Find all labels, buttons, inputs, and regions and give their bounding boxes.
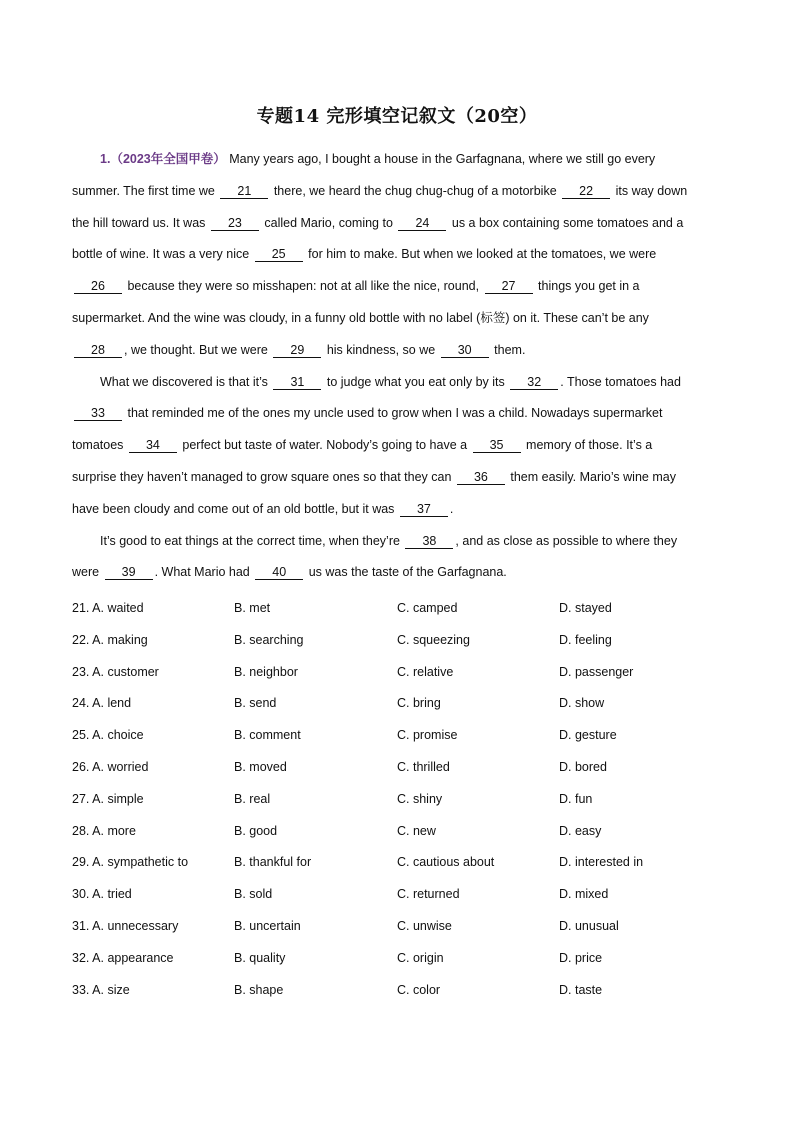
option-b[interactable]: B. neighbor xyxy=(234,664,298,679)
option-c[interactable]: C. relative xyxy=(397,664,454,679)
blank-33[interactable]: 33 xyxy=(74,406,122,421)
blank-24[interactable]: 24 xyxy=(398,216,446,231)
passage-text: to judge what you eat only by its xyxy=(326,374,505,389)
option-d[interactable]: D. taste xyxy=(559,982,603,997)
option-a[interactable]: 22. A. making xyxy=(72,632,148,647)
option-c[interactable]: C. thrilled xyxy=(397,759,450,774)
option-b[interactable]: B. sold xyxy=(234,887,273,902)
option-a[interactable]: 25. A. choice xyxy=(72,728,144,743)
passage-line xyxy=(72,145,722,177)
option-a[interactable]: 29. A. sympathetic to xyxy=(72,855,189,870)
blank-23[interactable]: 23 xyxy=(211,216,259,231)
option-c[interactable]: C. origin xyxy=(397,950,444,965)
option-a[interactable]: 23. A. customer xyxy=(72,664,159,679)
passage-text: What we discovered is that it’s xyxy=(100,374,268,389)
option-row xyxy=(72,691,722,723)
blank-40[interactable]: 40 xyxy=(255,565,303,580)
option-a[interactable]: 31. A. unnecessary xyxy=(72,918,179,933)
passage-line xyxy=(72,368,722,400)
option-b[interactable]: B. good xyxy=(234,823,278,838)
option-b[interactable]: B. moved xyxy=(234,759,287,774)
passage-text: us was the taste of the Garfagnana. xyxy=(308,565,507,580)
passage-line xyxy=(72,240,722,272)
option-row xyxy=(72,914,722,946)
option-a[interactable]: 21. A. waited xyxy=(72,601,144,615)
passage-line xyxy=(72,209,722,241)
option-d[interactable]: D. easy xyxy=(559,823,602,838)
option-a[interactable]: 27. A. simple xyxy=(72,791,144,806)
passage-text: for him to make. But when we looked at the tomatoes, we were xyxy=(308,247,657,262)
passage-text: them. xyxy=(494,342,526,357)
passage-text: have been cloudy and come out of an old bottle, but it was xyxy=(72,501,395,516)
option-d[interactable]: D. stayed xyxy=(559,601,612,615)
option-b[interactable]: B. searching xyxy=(234,632,304,647)
passage-text: memory of those. It’s a xyxy=(526,438,653,453)
option-b[interactable]: B. thankful for xyxy=(234,855,312,870)
passage-line xyxy=(72,272,722,304)
blank-31[interactable]: 31 xyxy=(273,375,321,390)
option-row xyxy=(72,596,722,628)
option-b[interactable]: B. comment xyxy=(234,728,301,743)
option-b[interactable]: B. uncertain xyxy=(234,918,301,933)
option-c[interactable]: C. promise xyxy=(397,728,458,743)
option-d[interactable]: D. feeling xyxy=(559,632,612,647)
blank-37[interactable]: 37 xyxy=(400,502,448,517)
page-title: 专题14 完形填空记叙文（20空） xyxy=(256,106,538,127)
blank-35[interactable]: 35 xyxy=(473,438,521,453)
passage-text: there, we heard the chug chug-chug of a motorbike xyxy=(273,183,557,198)
option-row xyxy=(72,755,722,787)
option-row xyxy=(72,660,722,692)
blank-38[interactable]: 38 xyxy=(405,534,453,549)
option-d[interactable]: D. price xyxy=(559,950,603,965)
passage-text: , we thought. But we were xyxy=(124,342,268,357)
passage-text: the hill toward us. It was xyxy=(72,215,206,230)
blank-27[interactable]: 27 xyxy=(485,279,533,294)
blank-39[interactable]: 39 xyxy=(105,565,153,580)
option-c[interactable]: C. camped xyxy=(397,601,458,615)
passage-text: us a box containing some tomatoes and a xyxy=(451,215,684,230)
blank-25[interactable]: 25 xyxy=(255,247,303,262)
option-a[interactable]: 30. A. tried xyxy=(72,887,132,902)
option-b[interactable]: B. quality xyxy=(234,950,286,965)
passage-text: supermarket. And the wine was cloudy, in a funny old bottle with no label (标签) on it. These can’t be any xyxy=(72,310,649,325)
passage-line xyxy=(72,336,722,368)
option-d[interactable]: D. fun xyxy=(559,791,593,806)
option-c[interactable]: C. new xyxy=(397,823,436,838)
option-c[interactable]: C. shiny xyxy=(397,791,443,806)
passage-text: things you get in a xyxy=(538,279,640,294)
passage-text: , and as close as possible to where they xyxy=(455,533,678,548)
option-a[interactable]: 26. A. worried xyxy=(72,759,149,774)
option-a[interactable]: 33. A. size xyxy=(72,982,130,997)
option-row xyxy=(72,946,722,978)
passage-text: perfect but taste of water. Nobody’s going to have a xyxy=(182,438,468,453)
passage-text: Many years ago, I bought a house in the Garfagnana, where we still go every xyxy=(229,152,656,166)
passage-text: his kindness, so we xyxy=(326,342,436,357)
passage-text: . Those tomatoes had xyxy=(560,374,681,389)
option-a[interactable]: 24. A. lend xyxy=(72,696,132,711)
passage-text: were xyxy=(72,565,100,580)
passage-text: tomatoes xyxy=(72,438,124,453)
blank-34[interactable]: 34 xyxy=(129,438,177,453)
blank-21[interactable]: 21 xyxy=(220,184,268,199)
option-b[interactable]: B. shape xyxy=(234,982,284,997)
passage-text: because they were so misshapen: not at all like the nice, round, xyxy=(127,279,480,294)
option-c[interactable]: C. cautious about xyxy=(397,855,495,870)
blank-26[interactable]: 26 xyxy=(74,279,122,294)
option-d[interactable]: D. passenger xyxy=(559,664,634,679)
option-d[interactable]: D. gesture xyxy=(559,728,617,743)
passage-text: bottle of wine. It was a very nice xyxy=(72,247,250,262)
passage-text: called Mario, coming to xyxy=(264,215,393,230)
passage-text: surprise they haven’t managed to grow square ones so that they can xyxy=(72,469,452,484)
option-c[interactable]: C. returned xyxy=(397,887,460,902)
passage xyxy=(72,145,722,590)
passage-text: It’s good to eat things at the correct time, when they’re xyxy=(100,533,400,548)
passage-line xyxy=(72,463,722,495)
passage-text: them easily. Mario’s wine may xyxy=(510,469,676,484)
passage-line xyxy=(72,431,722,463)
blank-22[interactable]: 22 xyxy=(562,184,610,199)
option-row xyxy=(72,978,722,1010)
passage-text: summer. The first time we xyxy=(72,183,215,198)
option-row xyxy=(72,628,722,660)
option-a[interactable]: 28. A. more xyxy=(72,823,136,838)
option-d[interactable]: D. mixed xyxy=(559,887,609,902)
option-b[interactable]: B. send xyxy=(234,696,277,711)
option-d[interactable]: D. interested in xyxy=(559,855,644,870)
passage-line xyxy=(72,399,722,431)
option-row xyxy=(72,819,722,851)
blank-36[interactable]: 36 xyxy=(457,470,505,485)
passage-text: . xyxy=(449,501,454,516)
option-b[interactable]: B. real xyxy=(234,791,271,806)
question-source-tag: （2023年全国甲卷） xyxy=(110,152,226,166)
option-a[interactable]: 32. A. appearance xyxy=(72,950,174,965)
option-row xyxy=(72,882,722,914)
blank-29[interactable]: 29 xyxy=(273,343,321,358)
option-c[interactable]: C. squeezing xyxy=(397,632,470,647)
passage-line xyxy=(72,527,722,559)
option-d[interactable]: D. unusual xyxy=(559,918,619,933)
option-b[interactable]: B. met xyxy=(234,601,271,615)
passage-text: that reminded me of the ones my uncle used to grow when I was a child. Nowadays supermarket xyxy=(127,406,663,421)
passage-line xyxy=(72,558,722,590)
option-row xyxy=(72,850,722,882)
passage-line xyxy=(72,304,722,336)
option-c[interactable]: C. bring xyxy=(397,696,441,711)
blank-28[interactable]: 28 xyxy=(74,343,122,358)
passage-text: its way down xyxy=(615,183,688,198)
blank-30[interactable]: 30 xyxy=(441,343,489,358)
option-row xyxy=(72,787,722,819)
passage-line xyxy=(72,177,722,209)
blank-32[interactable]: 32 xyxy=(510,375,558,390)
options-list xyxy=(72,596,722,1009)
option-c[interactable]: C. color xyxy=(397,982,441,997)
option-row xyxy=(72,723,722,755)
passage-text: . What Mario had xyxy=(154,565,250,580)
passage-line xyxy=(72,495,722,527)
option-d[interactable]: D. show xyxy=(559,696,605,711)
question-number: 1. xyxy=(100,152,111,166)
option-c[interactable]: C. unwise xyxy=(397,918,452,933)
option-d[interactable]: D. bored xyxy=(559,759,607,774)
